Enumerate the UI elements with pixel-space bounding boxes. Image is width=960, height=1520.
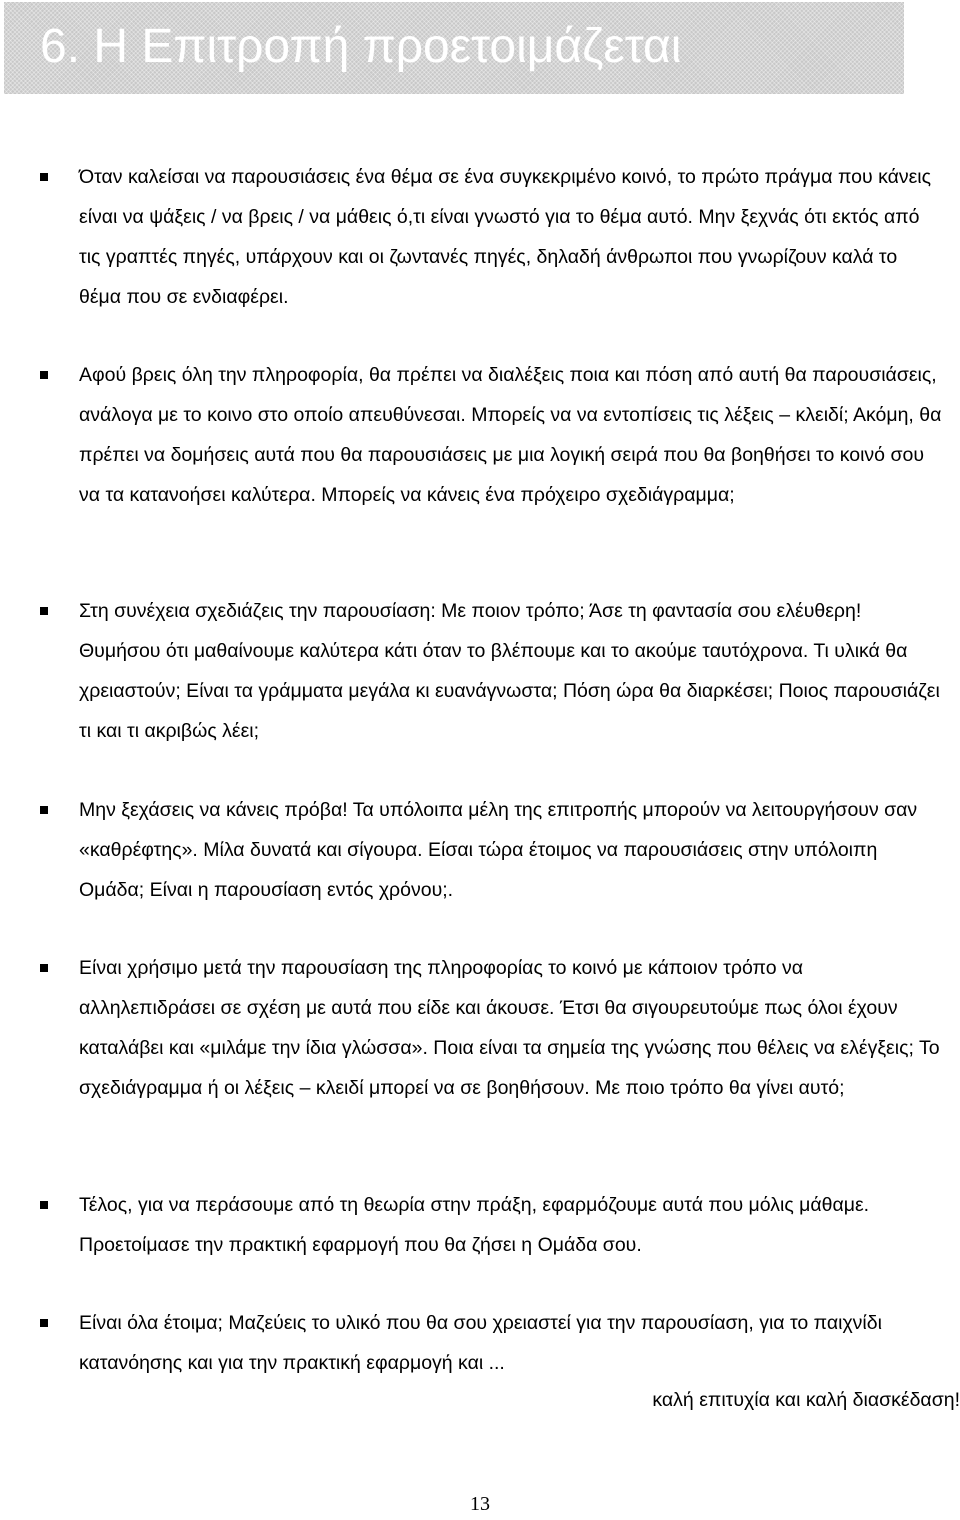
bullet-text: Είναι όλα έτοιμα; Μαζεύεις το υλικό που θα σου χρειαστεί για την παρουσίαση, για το παιχνίδι κατανόησης και για την πρακτική εφαρμογή και ... <box>79 1312 882 1374</box>
closing-wish: καλή επιτυχία και καλή διασκέδαση! <box>652 1389 960 1411</box>
bullet-text: Μην ξεχάσεις να κάνεις πρόβα! Τα υπόλοιπα μέλη της επιτροπής μπορούν να λειτουργήσουν σαν «καθρέφτης». Μίλα δυνατά και σίγουρα. Είσαι τώρα έτοιμος να παρουσιάσεις στην υπόλοιπη Ομάδα; Είναι η παρουσίαση εντός χρόνου;. <box>79 799 918 901</box>
square-bullet-icon <box>40 607 48 615</box>
page-number: 13 <box>470 1493 490 1515</box>
square-bullet-icon <box>40 806 48 814</box>
bullet-text: Στη συνέχεια σχεδιάζεις την παρουσίαση: Με ποιον τρόπο; Άσε τη φαντασία σου ελέυθερη! Θυμήσου ότι μαθαίνουμε καλύτερα κάτι όταν το βλέπουμε και το ακούμε ταυτόχρονα. Τι υλικά θα χρειαστούν; Είναι τα γράμματα μεγάλα κι ευανάγνωστα; Πόση ώρα θα διαρκέσει; Ποιος παρουσιάζει τι και τι ακριβώς λέει; <box>79 600 940 742</box>
square-bullet-icon <box>40 964 48 972</box>
section-title: 6. Η Επιτροπή προετοιμάζεται <box>40 20 682 73</box>
section-title-banner <box>4 2 904 94</box>
bullet-text: Είναι χρήσιμο μετά την παρουσίαση της πληροφορίας το κοινό με κάποιον τρόπο να αλληλεπιδράσει σε σχέση με αυτά που είδε και άκουσε. Έτσι θα σιγουρευτούμε πως όλοι έχουν καταλάβει και «μιλάμε την ίδια γλώσσα». Ποια είναι τα σημεία της γνώσης που θέλεις να ελέγξεις; Το σχεδιάγραμμα ή οι λέξεις – κλειδί μπορεί να σε βοηθήσουν. Με ποιο τρόπο θα γίνει αυτό; <box>79 957 940 1099</box>
square-bullet-icon <box>40 1201 48 1209</box>
bullet-text: Αφού βρεις όλη την πληροφορία, θα πρέπει να διαλέξεις ποια και πόση από αυτή θα παρουσιάσεις, ανάλογα με το κοινο στο οποίο απευθύνεσαι. Μπορείς να να εντοπίσεις τις λέξεις – κλειδί; Ακόμη, θα πρέπει να δομήσεις αυτά που θα παρουσιάσεις με μια λογική σειρά που θα βοηθήσει το κοινό σου να τα κατανοήσει καλύτερα. Μπορείς να κάνεις ένα πρόχειρο σχεδιάγραμμα; <box>79 364 942 506</box>
square-bullet-icon <box>40 173 48 181</box>
bullet-text: Όταν καλείσαι να παρουσιάσεις ένα θέμα σε ένα συγκεκριμένο κοινό, το πρώτο πράγμα που κάνεις είναι να ψάξεις / να βρεις / να μάθεις ό,τι είναι γνωστό για το θέμα αυτό. Μην ξεχνάς ότι εκτός από τις γραπτές πηγές, υπάρχουν και οι ζωντανές πηγές, δηλαδή άνθρωποι που γνωρίζουν καλά το θέμα που σε ενδιαφέρει. <box>79 166 932 308</box>
bullet-text: Τέλος, για να περάσουμε από τη θεωρία στην πράξη, εφαρμόζουμε αυτά που μόλις μάθαμε. Προετοίμασε την πρακτική εφαρμογή που θα ζήσει η Ομάδα σου. <box>79 1194 870 1256</box>
square-bullet-icon <box>40 371 48 379</box>
square-bullet-icon <box>40 1319 48 1327</box>
